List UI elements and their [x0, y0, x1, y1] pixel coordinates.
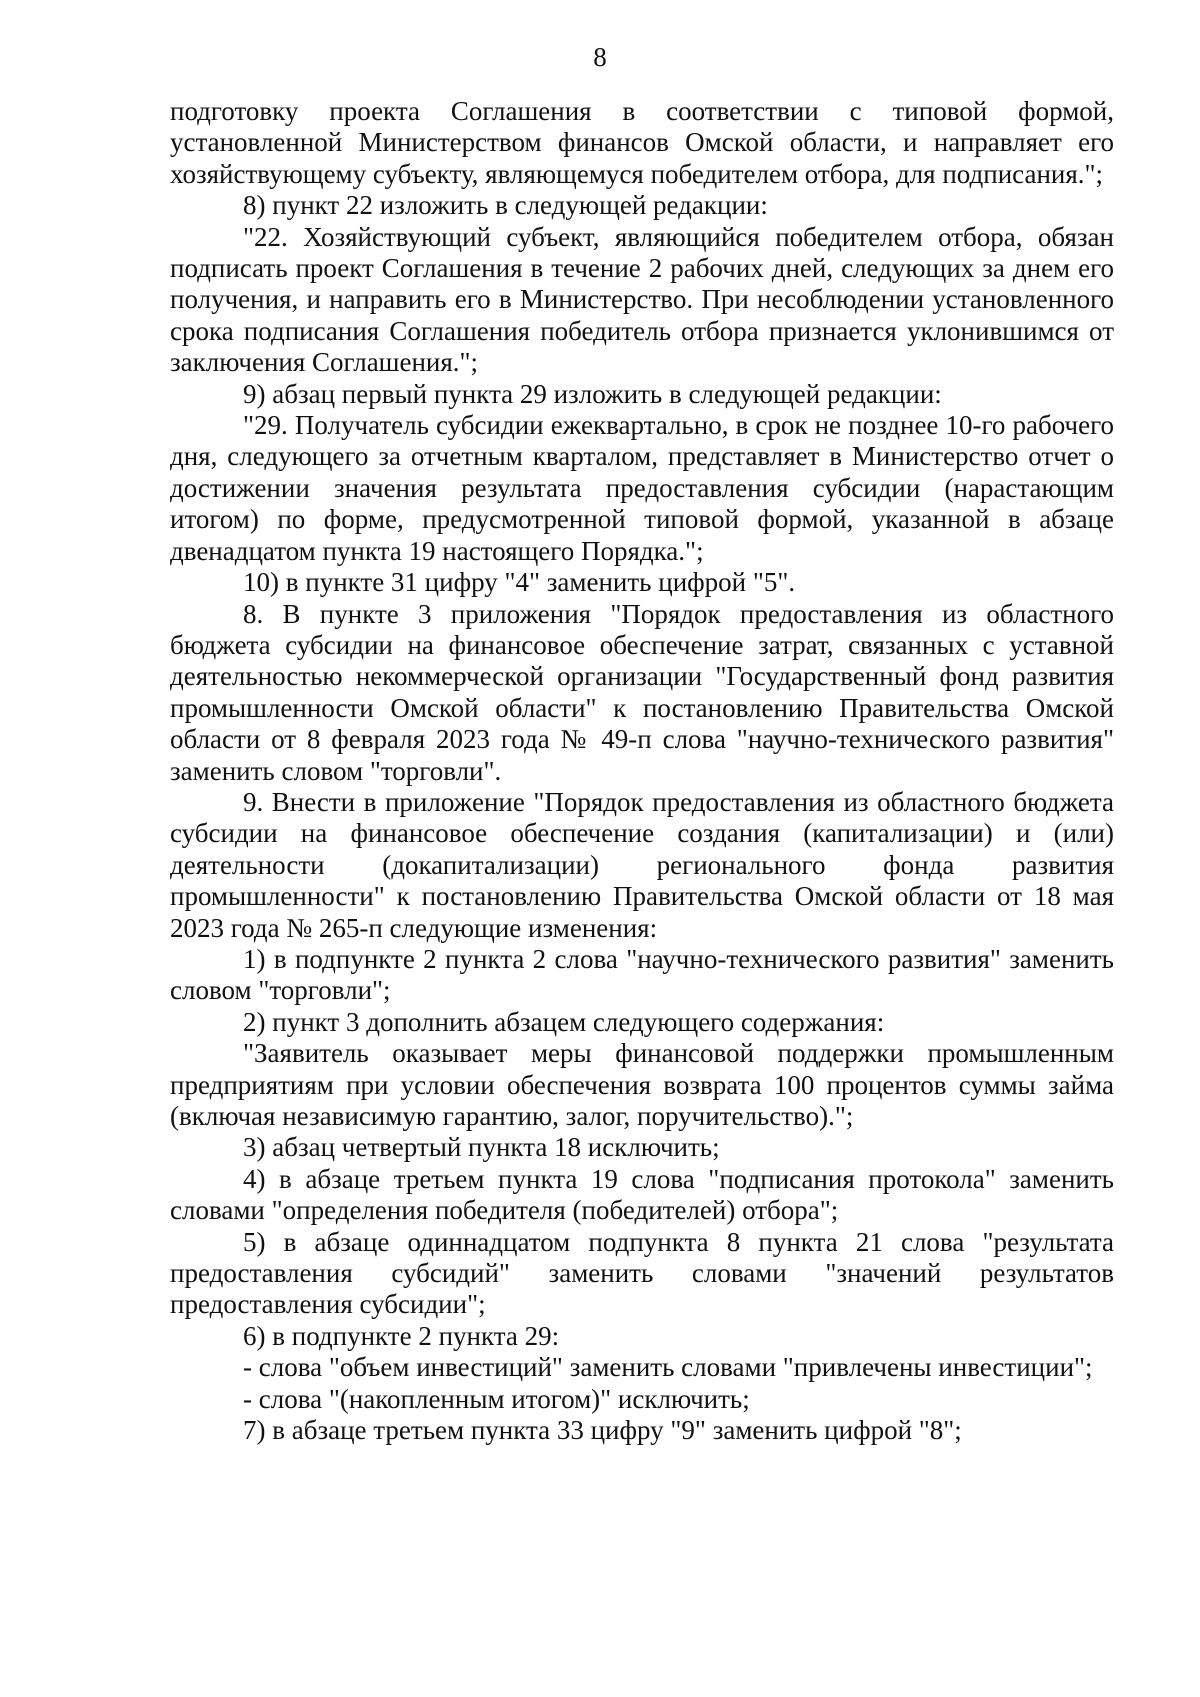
paragraph-item-8: 8) пункт 22 изложить в следующей редакции:	[243, 190, 768, 221]
paragraph-sub-7: 7) в абзаце третьем пункта 33 цифру "9" заменить цифрой "8";	[243, 1415, 962, 1446]
paragraph-quote-29: "29. Получатель субсидии ежеквартально, в срок не позднее 10-го рабочего дня, следующего за отчетным кварталом, представляет в Министерство отчет о достижении значения результата предоставления субсидии (нарастающим итогом) по форме, предусмотренной типовой формой, указанной в абзаце двенадцатом пункта 19 настоящего Порядка.";	[170, 410, 1114, 566]
paragraph-section-9: 9. Внести в приложение "Порядок предоставления из областного бюджета субсидии на финансовое обеспечение создания (капитализации) и (или) деятельности (докапитализации) регионального фонда развития промышленности" к постановлению Правительства Омской области от 18 мая 2023 года № 265-п следующие изменения:	[170, 786, 1114, 943]
paragraph-sub-6: 6) в подпункте 2 пункта 29:	[243, 1320, 560, 1351]
paragraph-sub-3: 3) абзац четвертый пункта 18 исключить;	[243, 1132, 720, 1163]
paragraph-sub-2: 2) пункт 3 дополнить абзацем следующего содержания:	[243, 1006, 885, 1037]
paragraph-section-8: 8. В пункте 3 приложения "Порядок предоставления из областного бюджета субсидии на финансовое обеспечение затрат, связанных с уставной деятельностью некоммерческой организации "Государственный фонд развития промышленности Омской области" к постановлению Правительства Омской области от 8 февраля 2023 года № 49-п слова "научно-технического развития" заменить словом "торговли".	[170, 598, 1114, 786]
paragraph-continuation: подготовку проекта Соглашения в соответствии с типовой формой, установленной Министерством финансов Омской области, и направляет его хозяйствующему субъекту, являющемуся победителем отбора, для подписания.";	[170, 96, 1114, 189]
paragraph-dash-1: - слова "объем инвестиций" заменить словами "привлечены инвестиции";	[243, 1352, 1093, 1383]
paragraph-sub-5: 5) в абзаце одиннадцатом подпункта 8 пункта 21 слова "результата предоставления субсидий" заменить словами "значений результатов предоставления субсидии";	[170, 1226, 1114, 1320]
document-body	[170, 96, 1114, 1446]
paragraph-sub-4: 4) в абзаце третьем пункта 19 слова "подписания протокола" заменить словами "определения победителя (победителей) отбора";	[170, 1163, 1114, 1226]
paragraph-dash-2: - слова "(накопленным итогом)" исключить;	[243, 1383, 750, 1414]
paragraph-item-9: 9) абзац первый пункта 29 изложить в следующей редакции:	[243, 378, 942, 409]
paragraph-sub-1: 1) в подпункте 2 пункта 2 слова "научно-технического развития" заменить словом "торговли";	[170, 943, 1114, 1006]
paragraph-item-10: 10) в пункте 31 цифру "4" заменить цифрой "5".	[243, 567, 796, 598]
paragraph-quote-22: "22. Хозяйствующий субъект, являющийся победителем отбора, обязан подписать проект Соглашения в течение 2 рабочих дней, следующих за днем его получения, и направить его в Министерство. При несоблюдении установленного срока подписания Соглашения победитель отбора признается уклонившимся от заключения Соглашения.";	[170, 221, 1114, 378]
page-number: 8	[593, 42, 607, 72]
paragraph-quote-applicant: "Заявитель оказывает меры финансовой поддержки промышленным предприятиям при условии обеспечения возврата 100 процентов суммы займа (включая независимую гарантию, залог, поручительство).";	[170, 1038, 1114, 1131]
